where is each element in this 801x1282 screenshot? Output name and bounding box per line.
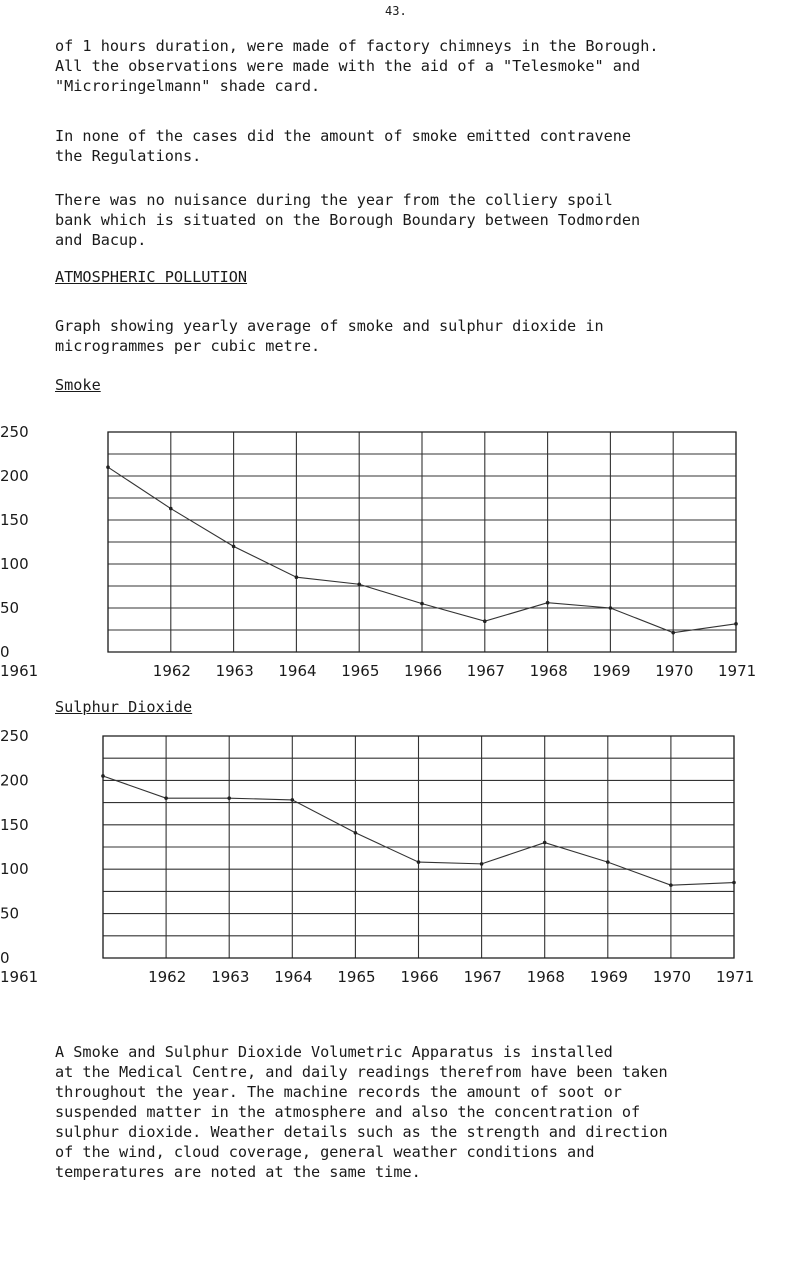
x-tick-label: 1967 [463, 968, 502, 986]
page-number: 43. [385, 4, 407, 18]
data-point [483, 619, 487, 623]
y-tick-label: 150 [0, 511, 29, 529]
data-point [357, 582, 361, 586]
x-tick-label: 1968 [526, 968, 565, 986]
data-point [732, 881, 736, 885]
section-heading: ATMOSPHERIC POLLUTION [55, 268, 248, 286]
x-tick-label: 1963 [211, 968, 250, 986]
x-tick-label: 1967 [466, 662, 505, 680]
data-point [101, 774, 105, 778]
data-point [227, 796, 231, 800]
x-tick-label: 1966 [400, 968, 439, 986]
y-tick-label: 50 [0, 904, 20, 923]
x-tick-label: 1970 [652, 968, 692, 986]
x-tick-label: 1969 [589, 968, 628, 986]
data-point [543, 841, 547, 845]
x-tick-label: 1968 [529, 662, 568, 680]
y-tick-label: 100 [0, 860, 29, 879]
so2-chart [0, 722, 801, 1022]
x-tick-label: 1964 [274, 968, 313, 986]
y-tick-label: 250 [0, 423, 29, 441]
paragraph-colliery: There was no nuisance during the year from the colliery spoil bank which is situated on the Borough Boundary between Todmorden and Bacup. [55, 191, 641, 249]
x-tick-label: 1965 [337, 968, 376, 986]
data-point [417, 860, 421, 864]
data-point [546, 601, 550, 605]
smoke-chart [0, 400, 801, 680]
x-tick-label: 1969 [592, 662, 631, 680]
y-tick-label: 250 [0, 727, 29, 745]
paragraph-regulations: In none of the cases did the amount of smoke emitted contravene the Regulations. [55, 127, 632, 165]
data-point [169, 507, 173, 511]
x-tick-label: 1962 [152, 662, 191, 680]
data-point [106, 465, 110, 469]
data-point [232, 545, 236, 549]
x-tick-label: 1963 [215, 662, 254, 680]
graph-intro: Graph showing yearly average of smoke and sulphur dioxide in microgrammes per cubic metre. [55, 317, 604, 355]
data-point [671, 631, 675, 635]
data-point [354, 831, 358, 835]
x-tick-label: 1966 [404, 662, 443, 680]
data-point [734, 622, 738, 626]
data-point [291, 798, 295, 802]
data-point [609, 606, 613, 610]
x-tick-label: 1961 [0, 968, 39, 986]
data-point [420, 602, 424, 606]
x-tick-label: 1965 [341, 662, 380, 680]
data-point [295, 575, 299, 579]
x-tick-label: 1964 [278, 662, 317, 680]
paragraph-apparatus: A Smoke and Sulphur Dioxide Volumetric Apparatus is installed at the Medical Centre, and daily readings therefrom have been taken throughout the year. The machine records the amount of soot or suspended matter in the atmosphere and also the concentration of sulphur dioxide. Weather details such as the strength and direction of the wind, cloud coverage, general weather conditions and temperatures are noted at the same time. [55, 1043, 668, 1181]
smoke-chart-title: Smoke [55, 376, 101, 394]
x-tick-label: 1970 [655, 662, 694, 680]
data-point [480, 862, 484, 866]
y-tick-label: 50 [0, 599, 20, 617]
data-point [606, 860, 610, 864]
data-point [669, 883, 673, 887]
data-point [164, 796, 168, 800]
y-tick-label: 0 [0, 949, 10, 967]
x-tick-label: 1962 [148, 968, 187, 986]
y-tick-label: 200 [0, 771, 29, 790]
x-tick-label: 1971 [716, 968, 755, 986]
paragraph-observations: of 1 hours duration, were made of factory chimneys in the Borough. All the observations were made with the aid of a "Telesmoke" and "Microringelmann" shade card. [55, 37, 659, 95]
y-tick-label: 150 [0, 815, 29, 834]
so2-chart-title: Sulphur Dioxide [55, 698, 193, 716]
x-tick-label: 1961 [0, 662, 39, 680]
y-tick-label: 200 [0, 467, 29, 485]
y-tick-label: 100 [0, 555, 29, 573]
x-tick-label: 1971 [718, 662, 757, 680]
y-tick-label: 0 [0, 643, 10, 661]
